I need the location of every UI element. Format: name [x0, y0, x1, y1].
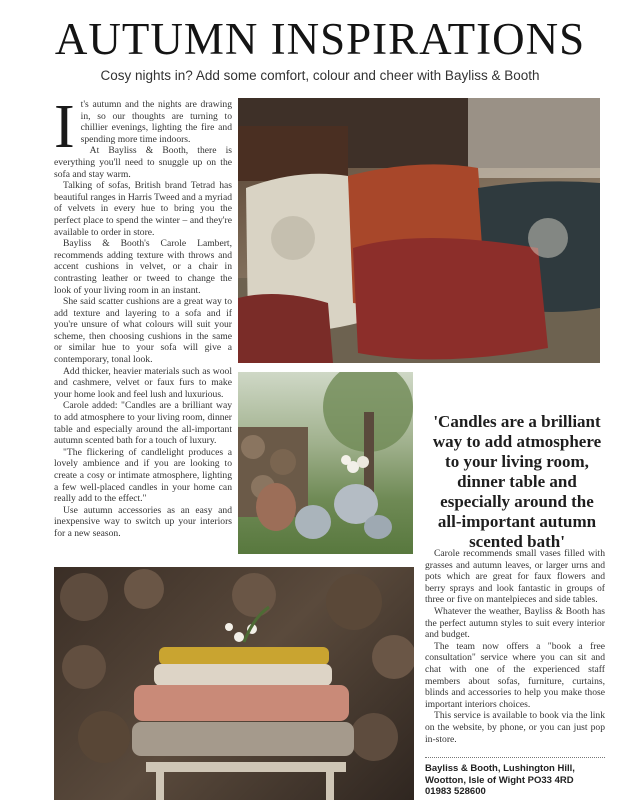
body-paragraph: Bayliss & Booth's Carole Lambert, recommends adding texture with throws and accent cushions in velvet, or a chair in contrasting leather or tweed to change the look of your living room in an instant.: [54, 238, 232, 296]
address-line: Bayliss & Booth, Lushington Hill,: [425, 763, 575, 774]
sofa-cushions-photo: [238, 98, 600, 363]
store-address: [425, 757, 605, 798]
phone-number: 01983 528600: [425, 786, 486, 797]
body-paragraph: t's autumn and the nights are drawing in, so our thoughts are turning to chillier evenings, lighting the fire and spending more time indoors.: [80, 99, 232, 145]
drop-cap: I: [54, 93, 75, 161]
body-paragraph: "The flickering of candlelight produces a lovely ambience and if you are looking to create a cosy or intimate atmosphere, lighting a few well-placed candles in your home can really add to the effect.": [54, 446, 232, 505]
body-paragraph: At Bayliss & Booth, there is everything you'll need to snuggle up on the sofa and stay warm.: [54, 145, 232, 180]
log-pile-cushions-photo: [54, 567, 414, 800]
body-paragraph: The team now offers a "book a free consultation" service where you can sit and chat with one of the experienced staff members about sofas, furniture, curtains, blinds and accessories to help you make those important interiors choices.: [425, 640, 605, 710]
pull-quote: 'Candles are a brilliant way to add atmosphere to your living room, dinner table and especially around the all-important autumn scented bath': [432, 412, 602, 551]
body-paragraph: She said scatter cushions are a great way to add texture and layering to a sofa and if you're unsure of what colours will suit your scheme, then choosing cushions in the same or similar hue to your sofa will give a contemporary, tonal look.: [54, 296, 232, 366]
article-subtitle: Cosy nights in? Add some comfort, colour and cheer with Bayliss & Booth: [100, 68, 540, 83]
body-paragraph: Whatever the weather, Bayliss & Booth has the perfect autumn styles to suit every interior and budget.: [425, 605, 605, 641]
body-paragraph: Carole recommends small vases filled with grasses and autumn leaves, or larger urns and pots which are great for faux flowers and berry sprays and look fantastic in groups of three or five on mantelpieces and side tables.: [425, 548, 605, 606]
body-paragraph: Carole added: "Candles are a brilliant way to add atmosphere to your living room, dinner table and especially around the all-important autumn scented bath for a touch of luxury.: [54, 400, 232, 447]
body-paragraph: Add thicker, heavier materials such as wool and cashmere, velvet or faux furs to make your home look and feel lush and luxurious.: [54, 365, 232, 400]
body-paragraph: Use autumn accessories as an easy and inexpensive way to switch up your interiors for a new season.: [54, 504, 232, 539]
body-column-right: [425, 548, 605, 745]
body-column-left: [54, 93, 232, 540]
article-title: AUTUMN INSPIRATIONS: [54, 14, 586, 64]
body-paragraph: Talking of sofas, British brand Tetrad has beautiful ranges in Harris Tweed and a myriad of velvets in every hue to bring you the perfect place to spend the winter – and they're available to order in store.: [54, 180, 232, 238]
body-paragraph: This service is available to book via the link on the website, by phone, or you can just pop in-store.: [425, 710, 605, 745]
address-line: Wootton, Isle of Wight PO33 4RD: [425, 774, 574, 786]
garden-vases-photo: [238, 372, 413, 554]
